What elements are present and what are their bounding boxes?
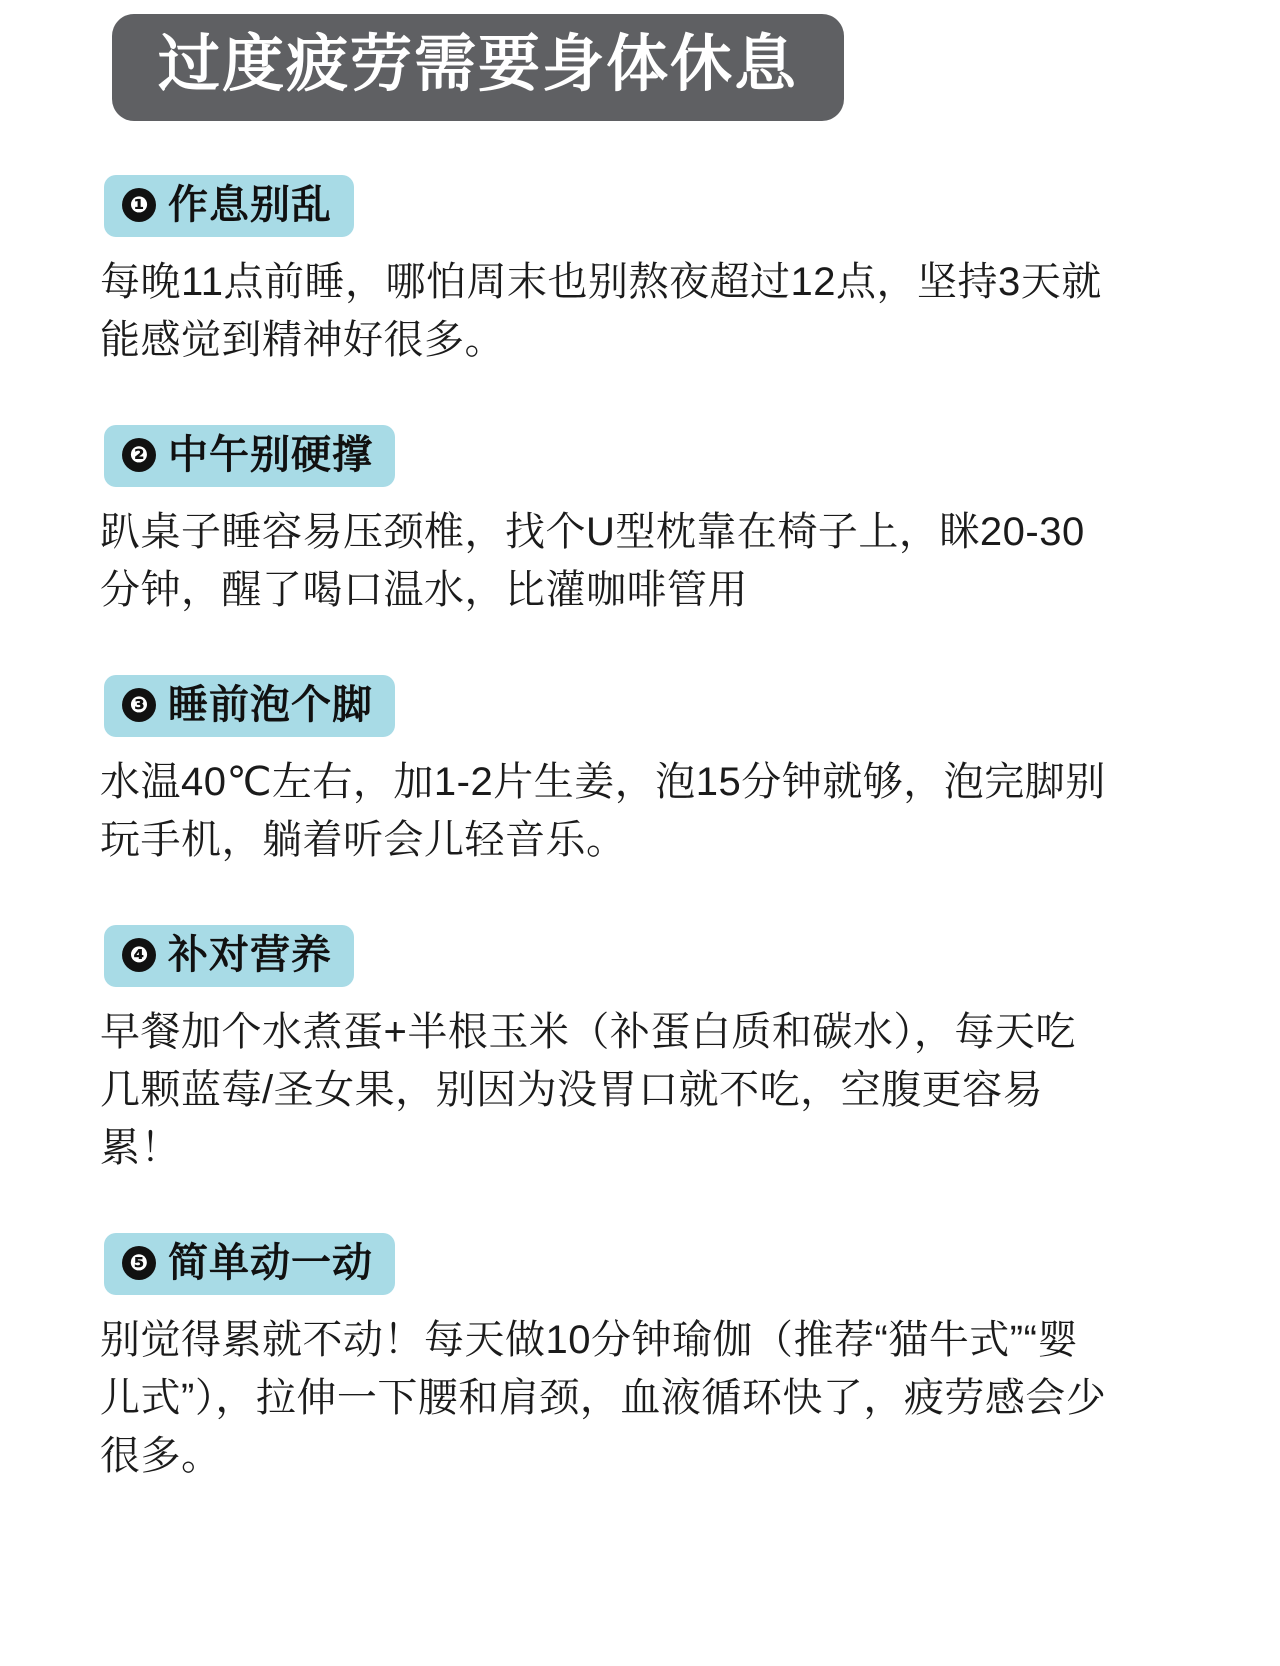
tip-section-5 [60,1233,1220,1485]
tip-section-2 [60,425,1220,619]
tip-body-2: 趴桌子睡容易压颈椎，找个U型枕靠在椅子上，眯20-30分钟，醒了喝口温水，比灌咖啡管用 [100,510,1085,613]
tip-title-1: 作息别乱 [168,183,332,228]
tip-body-3: 水温40℃左右，加1-2片生姜，泡15分钟就够，泡完脚别玩手机，躺着听会儿轻音乐。 [100,760,1106,863]
tip-body-4: 早餐加个水煮蛋+半根玉米（补蛋白质和碳水），每天吃几颗蓝莓/圣女果，别因为没胃口就不吃，空腹更容易累！ [100,1010,1076,1171]
page-title: 过度疲劳需要身体休息 [158,30,799,99]
tip-title-4: 补对营养 [168,933,332,978]
tip-section-4 [60,925,1220,1177]
tip-header-5 [104,1233,395,1295]
tips-list [60,175,1220,1485]
number-badge-icon: ❶ [122,188,156,222]
tip-title-2: 中午别硬撑 [168,433,373,478]
tip-header-4 [104,925,354,987]
tip-header-3 [104,675,395,737]
tip-title-5: 简单动一动 [168,1241,373,1286]
tip-title-3: 睡前泡个脚 [168,683,373,728]
number-badge-icon: ❺ [122,1246,156,1280]
number-badge-icon: ❷ [122,438,156,472]
number-badge-icon: ❹ [122,938,156,972]
tip-body-1: 每晚11点前睡，哪怕周末也别熬夜超过12点，坚持3天就能感觉到精神好很多。 [100,260,1102,363]
tip-header-1 [104,175,354,237]
tip-body-5: 别觉得累就不动！每天做10分钟瑜伽（推荐“猫牛式”“婴儿式”），拉伸一下腰和肩颈，血液循环快了，疲劳感会少很多。 [100,1318,1107,1479]
title-banner [112,14,844,121]
tip-section-1 [60,175,1220,369]
tip-header-2 [104,425,395,487]
number-badge-icon: ❸ [122,688,156,722]
tip-section-3 [60,675,1220,869]
